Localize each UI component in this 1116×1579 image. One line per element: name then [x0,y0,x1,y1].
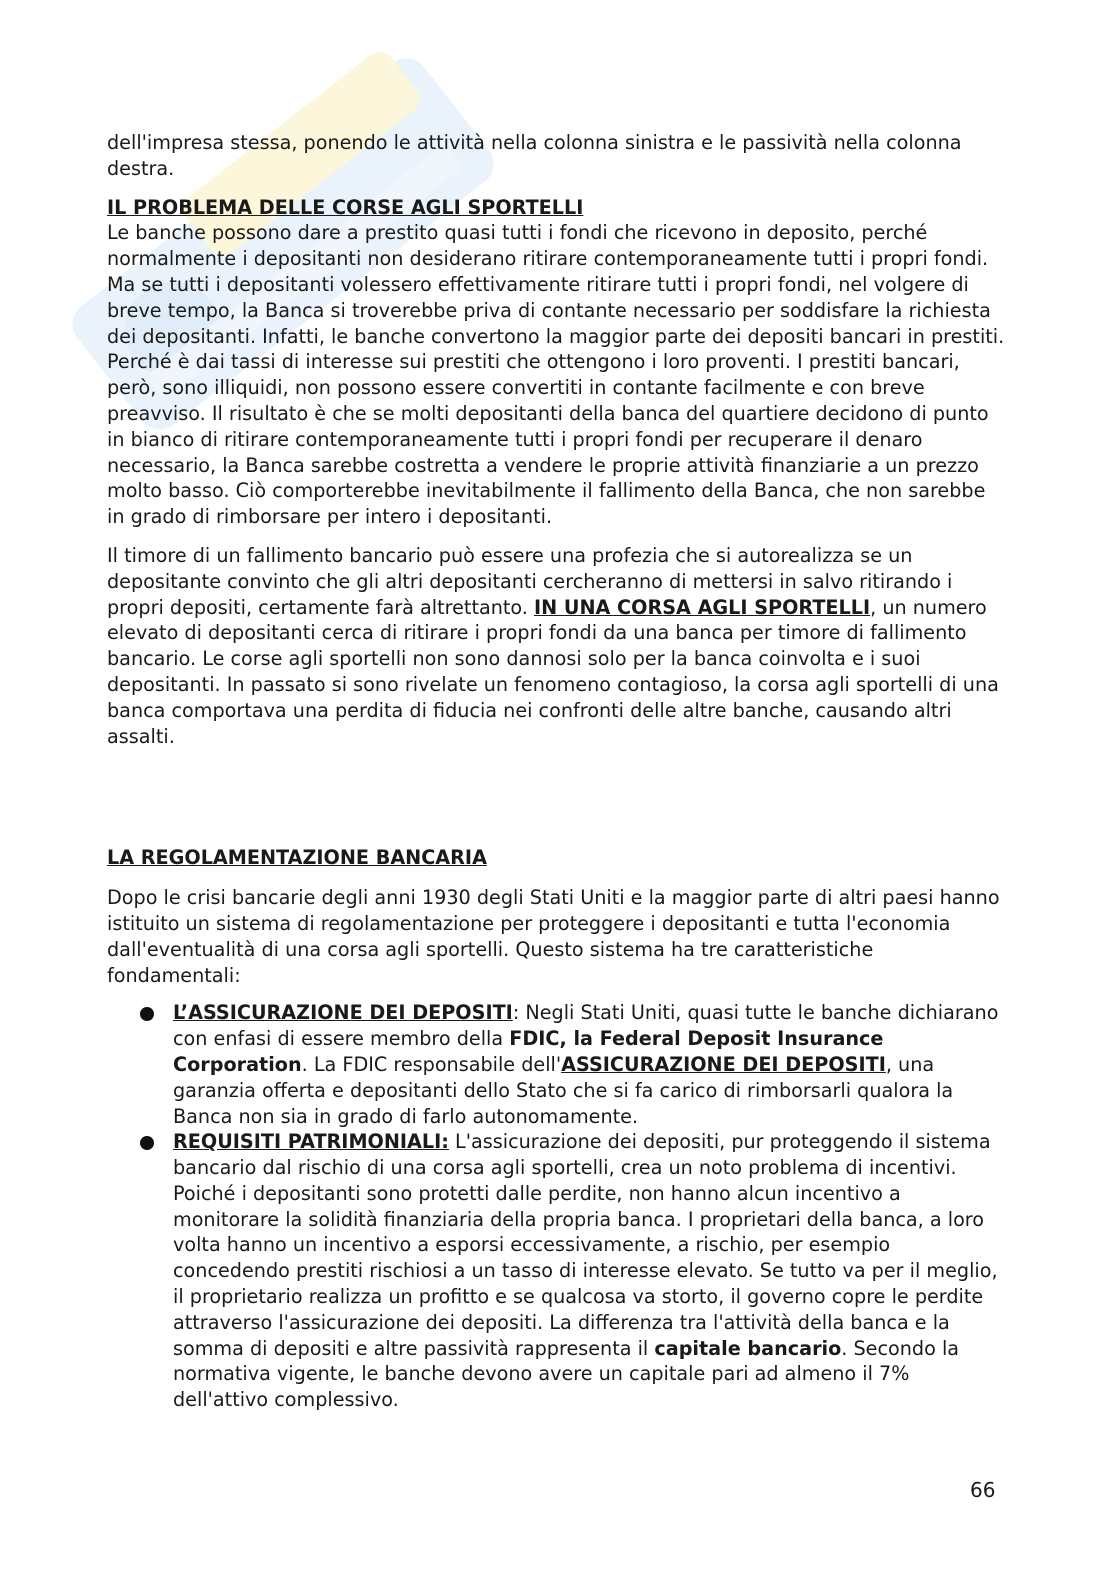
list-item-deposit-insurance [173,1000,1007,1129]
bank-runs-paragraph-2-start: Il timore di un fallimento bancario può essere una profezia che si autorealizza se un depositante convinto che gli altri depositanti cercheranno di mettersi in salvo ritirando i propri depositi, certamente farà altrettanto. [107,543,953,619]
page-number: 66 [970,1478,996,1502]
bank-runs-paragraph-2 [107,543,1007,749]
deposit-insurance-text-1: : Negli Stati Uniti, quasi tutte le banche dichiarano con enfasi di essere membro della [173,1001,999,1051]
bank-regulation-intro: Dopo le crisi bancarie degli anni 1930 degli Stati Uniti e la maggior parte di altri paesi hanno istituito un sistema di regolamentazione per proteggere i depositanti e tutta l'economia dall'eventualità di una corsa agli sportelli. Questo sistema ha tre caratteristiche fondamentali: [107,886,1000,987]
bank-runs-paragraph-2-end: , un numero elevato di depositanti cerca di ritirare i propri fondi da una banca per timore di fallimento bancario. Le corse agli sportelli non sono dannosi solo per la banca coinvolta e i suoi depositanti. In passato si sono rivelate un fenomeno contagioso, la corsa agli sportelli di una banca comportava una perdita di fiducia nei confronti delle altre banche, causando altri assalti. [107,595,999,748]
bank-capital-term: capitale bancario [654,1336,842,1360]
bullet-icon [140,1007,154,1021]
deposit-insurance-term-2: ASSICURAZIONE DEI DEPOSITI [561,1052,886,1076]
capital-requirements-text-2: . Secondo la normativa vigente, le banche devono avere un capitale pari ad almeno il 7% dell'attivo complessivo. [173,1336,960,1412]
deposit-insurance-term: L’ASSICURAZIONE DEI DEPOSITI [173,1001,513,1025]
capital-requirements-term: REQUISITI PATRIMONIALI: [173,1130,449,1154]
document-body [107,130,1007,1413]
list-item-capital-requirements [173,1129,1007,1413]
fdic-name: FDIC, la Federal Deposit Insurance Corporation [173,1027,884,1076]
deposit-insurance-text-3: , una garanzia offerta e depositanti dello Stato che si fa carico di rimborsarli qualora la Banca non sia in grado di farlo autonomamente. [173,1052,954,1128]
bank-runs-paragraph-1: Le banche possono dare a prestito quasi tutti i fondi che ricevono in deposito, perché normalmente i depositanti non desiderano ritirare contemporaneamente tutti i propri fondi. Ma se tutti i depositanti volessero effettivamente ritirare tutti i propri fondi, nel volgere di breve tempo, la Banca si troverebbe priva di contante necessario per soddisfare la richiesta dei depositanti. Infatti, le banche convertono la maggior parte dei depositi bancari in prestiti. Perché è dai tassi di interesse sui prestiti che ottengono i loro proventi. I prestiti bancari, però, sono illiquidi, non possono essere convertiti in contante facilmente e con breve preavviso. Il risultato è che se molti depositanti della banca del quartiere decidono di punto in bianco di ritirare contemporaneamente tutti i propri fondi per recuperare il denaro necessario, la Banca sarebbe costretta a vendere le proprie attività finanziarie a un prezzo molto basso. Ciò comporterebbe inevitabilmente il fallimento della Banca, che non sarebbe in grado di rimborsare per intero i depositanti. [107,221,1005,529]
deposit-insurance-text-2: . La FDIC responsabile dell' [301,1052,562,1076]
section-heading-bank-regulation: LA REGOLAMENTAZIONE BANCARIA [107,846,487,870]
intro-paragraph: dell'impresa stessa, ponendo le attività nella colonna sinistra e le passività nella colonna destra. [107,131,962,180]
bank-run-term: IN UNA CORSA AGLI SPORTELLI [534,595,871,619]
section-heading-bank-runs: IL PROBLEMA DELLE CORSE AGLI SPORTELLI [107,195,584,219]
bullet-icon [140,1136,154,1150]
capital-requirements-text-1: L'assicurazione dei depositi, pur proteggendo il sistema bancario dal rischio di una corsa agli sportelli, crea un noto problema di incentivi. Poiché i depositanti sono protetti dalle perdite, non hanno alcun incentivo a monitorare la solidità finanziaria della propria banca. I proprietari della banca, a loro volta hanno un incentivo a esporsi eccessivamente, a rischio, per esempio concedendo prestiti rischiosi a un tasso di interesse elevato. Se tutto va per il meglio, il proprietario realizza un profitto e se qualcosa va storto, il governo copre le perdite attraverso l'assicurazione dei depositi. La differenza tra l'attività della banca e la somma di depositi e altre passività rappresenta il [173,1130,998,1360]
regulation-features-list [107,1000,1007,1413]
